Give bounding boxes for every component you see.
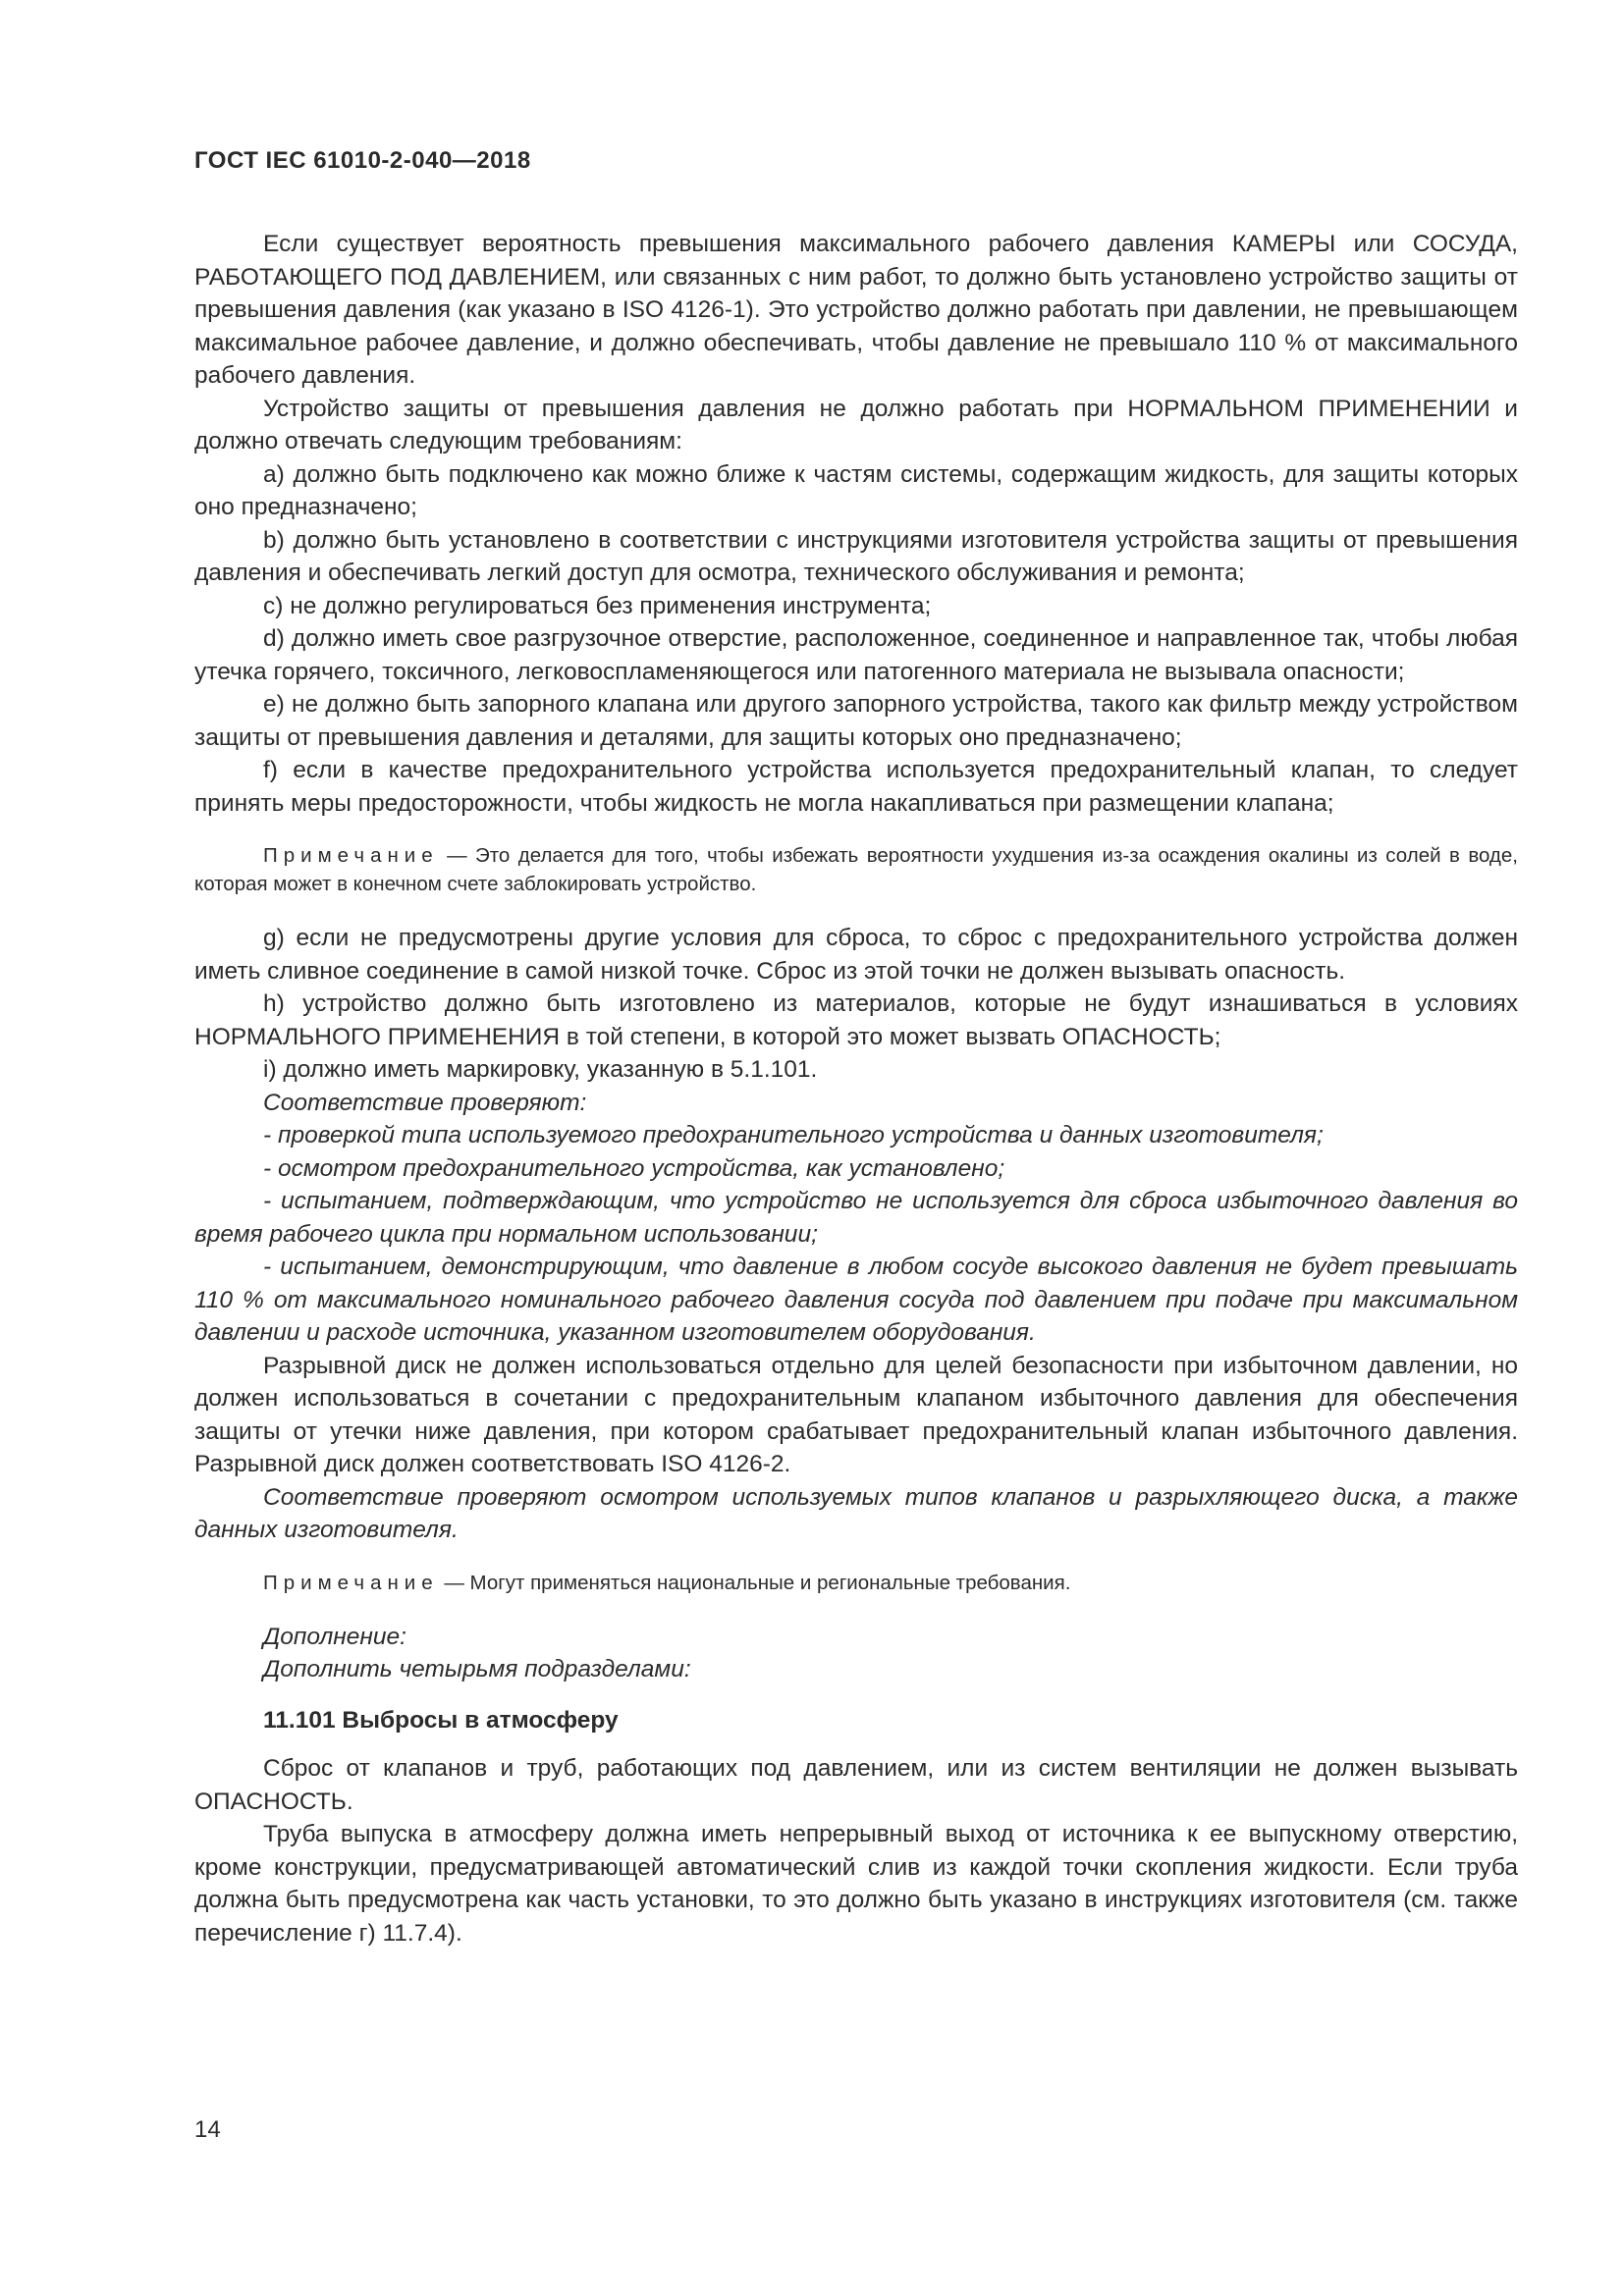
list-item: e) не должно быть запорного клапана или другого запорного устройства, такого как фильтр между устройством защиты от превышения давления и деталями, для защиты которых оно предназначено; [194,691,1518,751]
list-item: f) если в качестве предохранительного устройства используется предохранительный клапан, то следует принять меры предосторожности, чтобы жидкость не могла накапливаться при размещении клапана; [194,757,1518,817]
note-text: — Это делается для того, чтобы избежать вероятности ухудшения из-за осаждения окалины из солей в воде, которая может в конечном счете заблокировать устройство. [194,844,1518,895]
document-header: ГОСТ IEC 61010-2-040—2018 [194,147,531,174]
list-item: a) должно быть подключено как можно ближе к частям системы, содержащим жидкость, для защиты которых оно предназначено; [194,460,1518,520]
note-label: Примечание [263,1571,439,1594]
compliance-item: - испытанием, демонстрирующим, что давление в любом сосуде высокого давления не будет превышать 110 % от максимального номинального рабочего давления сосуда под давлением при подаче при максимальном давлении и расходе источника, указанном изготовителем оборудования. [194,1254,1518,1346]
addition-label: Дополнение: [263,1623,406,1650]
list-item: h) устройство должно быть изготовлено из материалов, которые не будут изнашиваться в условиях НОРМАЛЬНОГО ПРИМЕНЕНИЯ в той степени, в которой это может вызвать ОПАСНОСТЬ; [194,990,1518,1050]
compliance-item: - проверкой типа используемого предохранительного устройства и данных изготовителя; [263,1122,1324,1148]
paragraph: Разрывной диск не должен использоваться отдельно для целей безопасности при избыточном давлении, но должен использоваться в сочетании с предохранительным клапаном избыточного давления для обеспечения защиты от утечки ниже давления, при котором срабатывает предохранительный клапан избыточного давления. Разрывной диск должен соответствовать ISO 4126-2. [194,1352,1518,1477]
document-body [194,228,1518,1949]
compliance-intro: Соответствие проверяют: [263,1089,587,1116]
note [194,1569,1518,1597]
addition-instruction: Дополнить четырьмя подразделами: [263,1656,691,1682]
paragraph: Труба выпуска в атмосферу должна иметь непрерывный выход от источника к ее выпускному отверстию, кроме конструкции, предусматривающей автоматический слив из каждой точки скопления жидкости. Если труба должна быть предусмотрена как часть установки, то это должно быть указано в инструкциях изготовителя (см. также перечисление г) 11.7.4). [194,1821,1518,1947]
compliance-check: Соответствие проверяют осмотром используемых типов клапанов и разрыхляющего диска, а также данных изготовителя. [194,1483,1518,1543]
note [194,841,1518,898]
paragraph: Если существует вероятность превышения максимального рабочего давления КАМЕРЫ или СОСУДА, РАБОТАЮЩЕГО ПОД ДАВЛЕНИЕМ, или связанных с ним работ, то должно быть установлено устройство защиты от превышения давления (как указано в ISO 4126-1). Это устройство должно работать при давлении, не превышающем максимальное рабочее давление, и должно обеспечивать, чтобы давление не превышало 110 % от максимального рабочего давления. [194,231,1518,389]
note-text: — Могут применяться национальные и региональные требования. [438,1571,1071,1594]
list-item: g) если не предусмотрены другие условия для сброса, то сброс с предохранительного устройства должен иметь сливное соединение в самой низкой точке. Сброс из этой точки не должен вызывать опасность. [194,925,1518,985]
paragraph: Устройство защиты от превышения давления не должно работать при НОРМАЛЬНОМ ПРИМЕНЕНИИ и должно отвечать следующим требованиям: [194,395,1518,454]
paragraph: Сброс от клапанов и труб, работающих под давлением, или из систем вентиляции не должен вызывать ОПАСНОСТЬ. [194,1755,1518,1815]
list-item: c) не должно регулироваться без применения инструмента; [263,592,932,619]
list-item: i) должно иметь маркировку, указанную в 5.1.101. [263,1056,818,1083]
list-item: d) должно иметь свое разгрузочное отверстие, расположенное, соединенное и направленное так, чтобы любая утечка горячего, токсичного, легковоспламеняющегося или патогенного материала не вызывала опасности; [194,625,1518,685]
page-number: 14 [194,2116,221,2143]
section-title: 11.101 Выбросы в атмосферу [263,1706,619,1734]
compliance-item: - испытанием, подтверждающим, что устройство не используется для сброса избыточного давления во время рабочего цикла при нормальном использовании; [194,1188,1518,1248]
compliance-item: - осмотром предохранительного устройства, как установлено; [263,1154,1005,1182]
list-item: b) должно быть установлено в соответствии с инструкциями изготовителя устройства защиты от превышения давления и обеспечивать легкий доступ для осмотра, технического обслуживания и ремонта; [194,526,1518,586]
note-label: Примечание [263,844,439,867]
